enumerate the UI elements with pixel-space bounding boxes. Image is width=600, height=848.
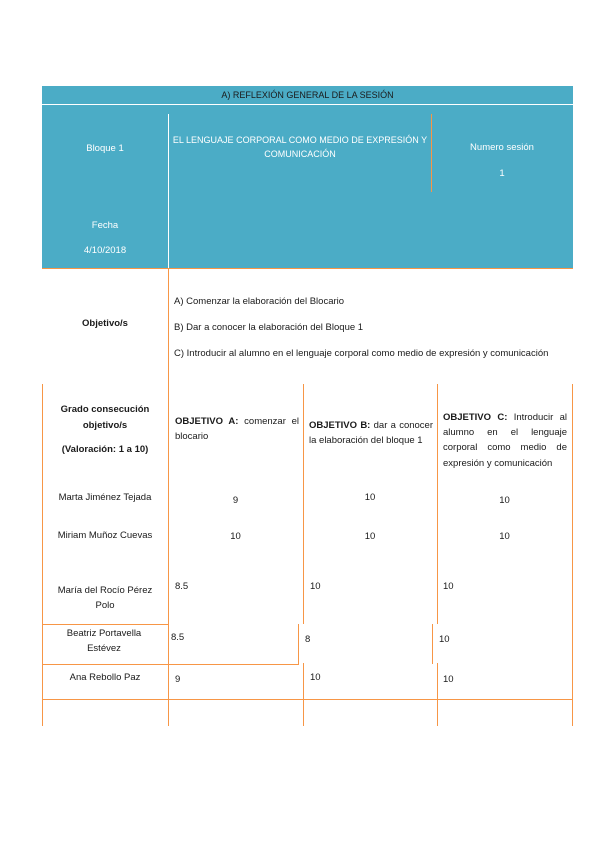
student-score-a: 9 xyxy=(175,674,181,685)
beatriz-vline-a xyxy=(298,624,299,664)
objetivo-c: C) Introducir al alumno en el lenguaje corporal como medio de expresión y comunicación xyxy=(174,348,549,359)
student-score-a: 8.5 xyxy=(171,632,185,643)
objetivo-b-heading: OBJETIVO B: xyxy=(309,420,371,431)
fecha-value: 4/10/2018 xyxy=(83,245,127,256)
student-score-c: 10 xyxy=(443,674,454,685)
grado-label-3: (Valoración: 1 a 10) xyxy=(61,444,149,455)
bloque-title: EL LENGUAJE CORPORAL COMO MEDIO DE EXPRESIÓN Y COMUNICACIÓN xyxy=(172,135,428,160)
objetivo-c-text: Introducir al alumno en el lenguaje corporal como medio de expresión y comunicación xyxy=(443,412,567,469)
objetivo-a: A) Comenzar la elaboración del Blocario xyxy=(174,296,345,307)
student-score-b: 10 xyxy=(310,581,321,592)
header-vline-1 xyxy=(168,114,169,268)
grid-vline-2b xyxy=(303,663,304,726)
header-title: A) REFLEXIÓN GENERAL DE LA SESIÓN xyxy=(221,90,394,100)
grid-hline-beatriz-top xyxy=(42,624,168,625)
grid-hline-bottom xyxy=(42,699,573,700)
header-bottom-line xyxy=(42,268,573,269)
objetivo-a-heading: OBJETIVO A: xyxy=(175,416,239,427)
sesion-label: Numero sesión xyxy=(470,142,534,153)
student-score-b: 10 xyxy=(364,531,376,542)
student-score-b: 10 xyxy=(310,672,321,683)
student-name: Marta Jiménez Tejada xyxy=(58,492,152,503)
student-score-c: 10 xyxy=(499,531,510,542)
grid-vline-right xyxy=(572,384,573,726)
objetivo-b: B) Dar a conocer la elaboración del Bloque 1 xyxy=(174,322,364,333)
objetivo-c-column xyxy=(443,410,567,471)
grid-vline-3b xyxy=(437,663,438,726)
student-score-a: 9 xyxy=(232,495,239,506)
student-score-b: 10 xyxy=(364,492,376,503)
student-name: Beatriz Portavella Estévez xyxy=(66,628,142,655)
objetivo-c-heading: OBJETIVO C: xyxy=(443,412,508,423)
student-name: María del Rocío Pérez Polo xyxy=(57,585,153,612)
grid-hline-beatriz-bottom xyxy=(42,664,299,665)
student-score-a: 8.5 xyxy=(175,581,189,592)
objetivos-label: Objetivo/s xyxy=(82,318,128,329)
student-score-c: 10 xyxy=(443,581,454,592)
objetivo-b-text: dar a conocer la elaboración del bloque 1 xyxy=(309,420,433,447)
student-score-c: 10 xyxy=(499,495,510,506)
student-score-b: 8 xyxy=(305,634,311,645)
student-name: Miriam Muñoz Cuevas xyxy=(57,530,153,541)
grado-label-1: Grado consecución xyxy=(60,404,150,415)
header-divider xyxy=(42,104,573,105)
objetivo-a-column xyxy=(175,414,299,444)
student-name: Ana Rebollo Paz xyxy=(69,672,141,683)
objetivo-b-column xyxy=(309,418,433,448)
student-score-a: 10 xyxy=(230,531,241,542)
student-score-c: 10 xyxy=(439,634,450,645)
grid-vline-2 xyxy=(303,384,304,624)
objetivo-a-text: comenzar el blocario xyxy=(175,416,299,443)
grado-label-2: objetivo/s xyxy=(82,420,128,431)
beatriz-vline-c xyxy=(432,624,433,664)
bloque-label: Bloque 1 xyxy=(86,143,124,154)
sesion-value: 1 xyxy=(499,168,505,179)
fecha-label: Fecha xyxy=(91,220,119,231)
